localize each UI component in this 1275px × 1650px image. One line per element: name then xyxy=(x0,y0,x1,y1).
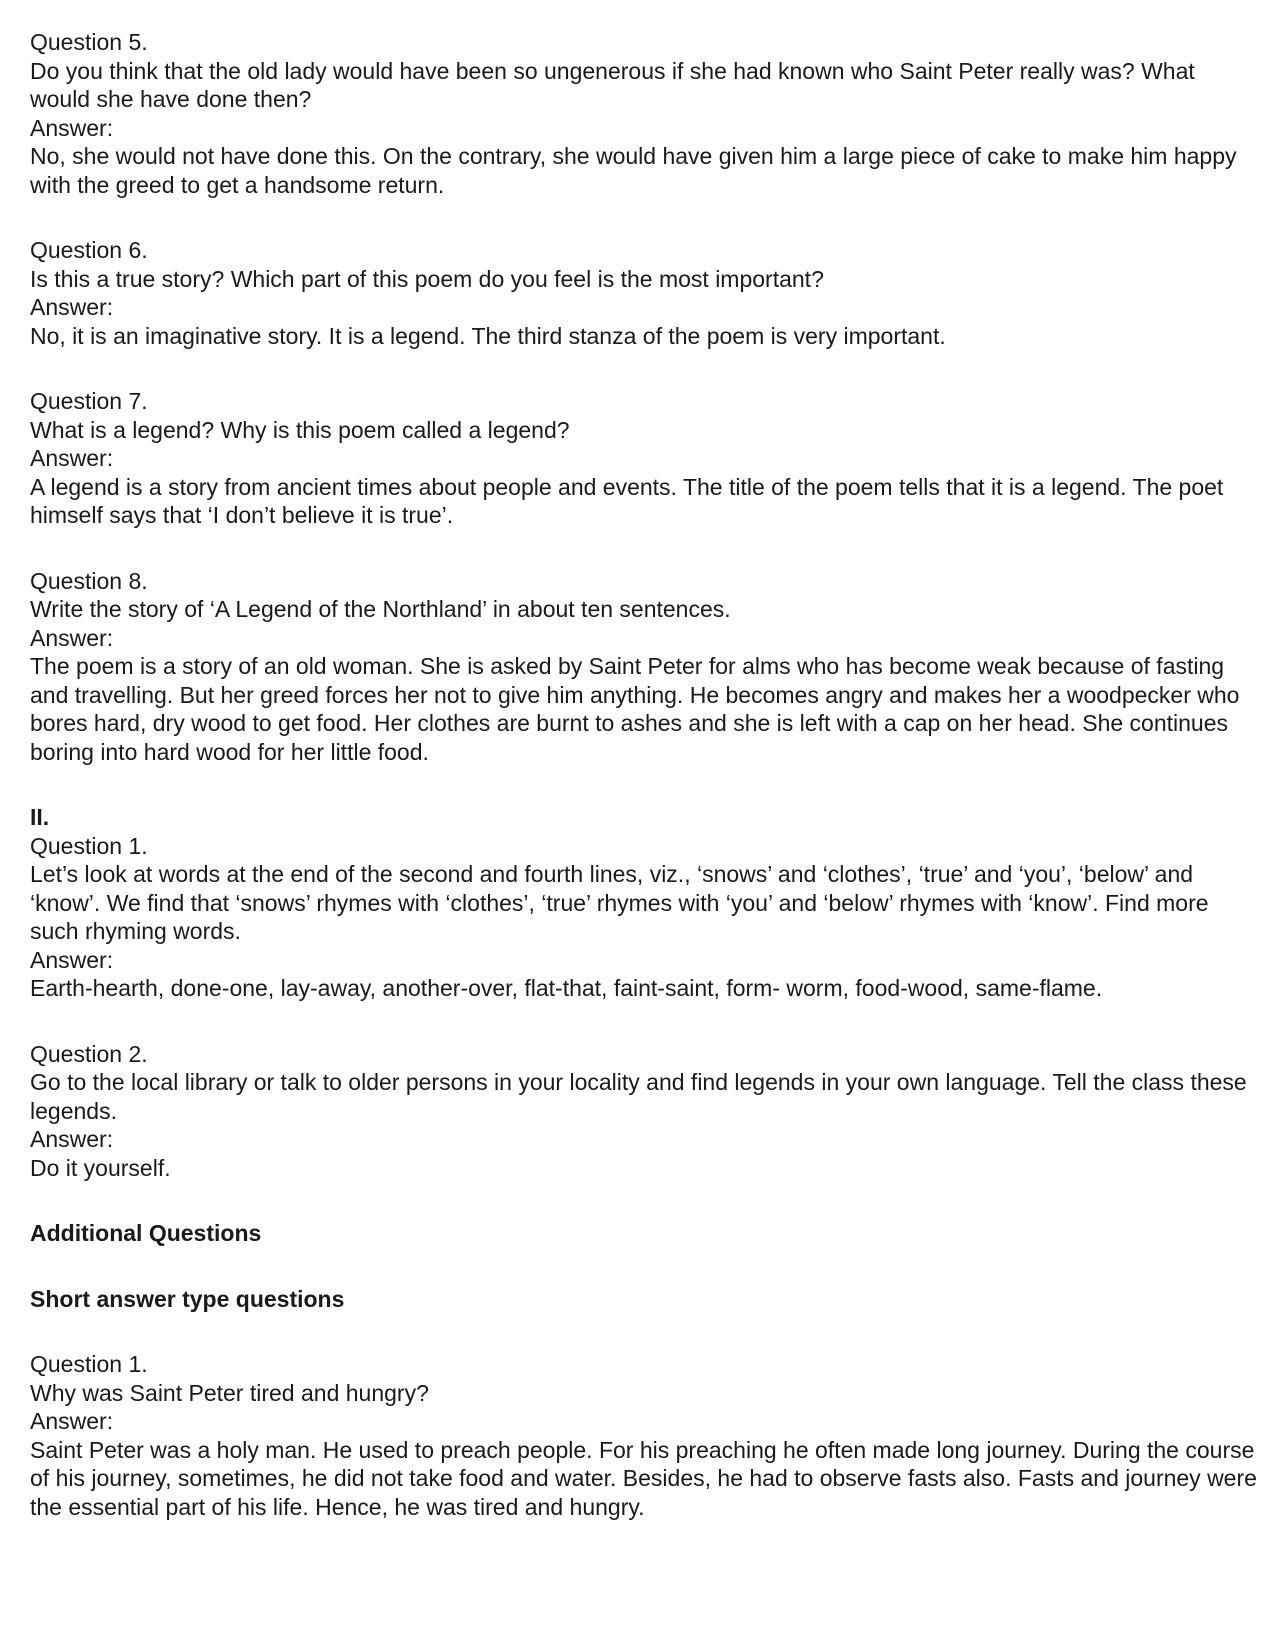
question-prompt: Go to the local library or talk to older persons in your locality and find legends in your own language. Tell the class these legends. xyxy=(30,1069,1247,1124)
section-two-question-2-block xyxy=(30,1040,1260,1183)
answer-label: Answer: xyxy=(30,624,114,651)
additional-questions-heading: Additional Questions xyxy=(30,1220,262,1246)
question-prompt: Do you think that the old lady would have been so ungenerous if she had known who Saint Peter really was? What would she have done then? xyxy=(30,57,1195,112)
question-prompt: Write the story of ‘A Legend of the Northland’ in about ten sentences. xyxy=(30,596,731,622)
question-number: Question 2. xyxy=(30,1040,148,1067)
answer-text: A legend is a story from ancient times about people and events. The title of the poem tells that it is a legend. The poet himself says that ‘I don’t believe it is true’. xyxy=(30,473,1224,528)
answer-label: Answer: xyxy=(30,946,114,973)
answer-text: No, it is an imaginative story. It is a legend. The third stanza of the poem is very important. xyxy=(30,322,946,349)
additional-question-1-block xyxy=(30,1350,1260,1521)
document-page xyxy=(30,28,1260,1558)
answer-label: Answer: xyxy=(30,1126,114,1152)
answer-label: Answer: xyxy=(30,294,114,320)
question-number: Question 8. xyxy=(30,567,148,594)
short-answer-heading: Short answer type questions xyxy=(30,1285,345,1312)
question-number: Question 6. xyxy=(30,237,148,263)
answer-label: Answer: xyxy=(30,1408,114,1434)
question-number: Question 1. xyxy=(30,832,148,859)
answer-text: Saint Peter was a holy man. He used to preach people. For his preaching he often made long journey. During the course of his journey, sometimes, he did not take food and water. Besides, he had to observe fasts also. Fasts and journey were the essential part of his life. Hence, he was tired and hungry. xyxy=(30,1436,1257,1520)
question-number: Question 1. xyxy=(30,1351,148,1377)
question-number: Question 5. xyxy=(30,29,148,55)
question-prompt: Let’s look at words at the end of the second and fourth lines, viz., ‘snows’ and ‘clothes’, ‘true’ and ‘you’, ‘below’ and ‘know’. We find that ‘snows’ rhymes with ‘clothes’, ‘true’ rhymes with ‘you’ and ‘below’ rhymes with ‘know’. Find more such rhyming words. xyxy=(30,861,1209,944)
question-8-block xyxy=(30,567,1260,767)
question-7-block xyxy=(30,387,1260,530)
section-heading-ii: II. xyxy=(30,804,50,830)
answer-label: Answer: xyxy=(30,445,114,471)
answer-text: Do it yourself. xyxy=(30,1154,171,1181)
answer-label: Answer: xyxy=(30,114,114,141)
answer-text: The poem is a story of an old woman. She is asked by Saint Peter for alms who has become weak because of fasting and travelling. But her greed forces her not to give him anything. He becomes angry and makes her a woodpecker who bores hard, dry wood to get food. Her clothes are burnt to ashes and she is left with a cap on her head. She continues boring into hard wood for her little food. xyxy=(30,653,1240,765)
question-prompt: Is this a true story? Which part of this poem do you feel is the most important? xyxy=(30,265,824,292)
answer-text: Earth-hearth, done-one, lay-away, another-over, flat-that, faint-saint, form- worm, food-wood, same-flame. xyxy=(30,975,1103,1001)
question-prompt: What is a legend? Why is this poem called a legend? xyxy=(30,416,570,443)
answer-text: No, she would not have done this. On the contrary, she would have given him a large piece of cake to make him happy with the greed to get a handsome return. xyxy=(30,143,1237,198)
question-number: Question 7. xyxy=(30,388,148,414)
section-two-question-1-block xyxy=(30,803,1260,1003)
question-6-block xyxy=(30,236,1260,350)
question-5-block xyxy=(30,28,1260,199)
question-prompt: Why was Saint Peter tired and hungry? xyxy=(30,1379,429,1406)
